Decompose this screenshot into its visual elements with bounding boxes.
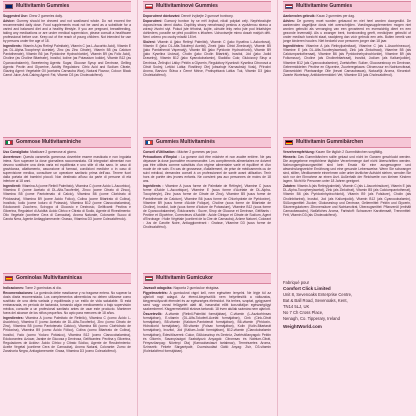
column-divider: [277, 0, 278, 416]
germany-flag-icon: [285, 140, 293, 145]
section-header: [3, 273, 131, 284]
section-header: [143, 137, 271, 148]
ingredients-text: Vitamin A (as Retinyl Palmitate), Vitamin C (as L-Ascorbic Acid), Vitamin E (as DL-Alpha-Tocopheryl Acetate), Zinc (as Zinc Citrate), Vitamin B5 (as Calcium Pantothenate), Vitamin B6 (as Pyridoxine Hydrochloride), Vitamin B9 (as Folic Acid), Choline (as Choline Bitartrate), Inositol, Iodine (as Potassium Iodide), Vitamin B12 (as Cyanocobalamin), Sweetening Agents: Sugar, Glucose Syrup and Dextrose, Gelling Agents: Pectin and Glycerine, Acidity Regulators: Citric Acid and Sodium Citrate, Glazing Agent: Vegetable Oil (contains Carnauba Wax), Natural Flavour, Colour: Black Carrot Juice, Anti-Caking Agent: Fat, Vitamin D3 (as Cholecalciferol).: [3, 44, 131, 77]
section-body: [143, 150, 271, 229]
section-body: [143, 286, 271, 353]
section-body: [3, 14, 131, 77]
section-spanish: [3, 272, 131, 416]
company-info: [283, 272, 411, 330]
company-name: Comfort Click Limited: [283, 286, 331, 291]
ingredients-text: Vitamina A (como Palmitato de Retinilo), Vitamina C (como Ácido L-Ascórbico), Vitamina E (como Acetato de DL-Alfa-Tocoferilo), Zinc (como Citrato de Zinc), Vitamina B5 (como Pantotenato Cálcico), Vitamina B6 (como Clorhidrato de Piridoxina), Vitamina B9 (como Ácido Fólico), Colina (como Bitartrato de Colina), Inositol, Yodo (como Yoduro Potásico), Vitamina B12 (como Cianocobalamina), Edulcorantes: Azúcar, Jarabe de Glucosa y Dextrosa, Gelificantes: Pectina y Glicerina, Reguladores de Acidez: Ácido Cítrico y Citrato Sódico, Agente de Recubrimiento: Aceite Vegetal (contiene Cera de Carnauba), Aroma Natural, Colorante: Zumo de Zanahoria Negra, Antiaglomerante: Grasa, Vitamina D3 (como Colecalciferol).: [3, 316, 131, 353]
advice-text: La gominola debe masticarse y no tragarse entera. No superar la dosis diaria recomendada. Los complementos alimenticios no deben utilizarse como sustituto de una dieta variada y equilibrada y un estilo de vida saludable. Si está embarazada, en período de lactancia, tomando algún medicamento o bajo supervisión médica, consulte a un profesional sanitario antes de usar este producto. Mantener fuera del alcance de los niños pequeños. No apto para menores de 18 años.: [3, 291, 131, 316]
advice-label: Advies:: [283, 19, 295, 24]
section-header: [3, 1, 131, 12]
section-body: [3, 286, 131, 353]
company-address-line: Bat & Ball Road, Sevenoaks, Kent,: [283, 298, 348, 303]
column-divider: [137, 0, 138, 416]
column-left: [0, 0, 134, 416]
advice-label: Avvertenze:: [3, 155, 22, 160]
column-middle: [140, 0, 274, 416]
company-website: WeightWorld.com: [283, 324, 322, 329]
advice-text: Gummy should be chewed and not swallowed whole. Do not exceed the recommended daily dose. Food supplements must not be used as a substitute for a varied and balanced diet and a healthy lifestyle. If you are pregnant, breastfeeding, taking any medications or are under medical supervision, please consult a healthcare professional before use. Keep out of the reach of young children. Not intended for use by persons under the age of 18.: [3, 19, 131, 44]
section-title: Multivitamine Gummies: [296, 3, 353, 9]
use-text: Mâcher 2 gommes par jour.: [177, 150, 218, 154]
use-text: Kauw 2 gummies per dag.: [316, 14, 355, 18]
section-title: Multivitamin Gumicukor: [156, 275, 213, 281]
advice-text: Gumový bonbon by se měl žvýkat, nikoli polykat celý. Nepřekračujte doporučenou denní dávku. Doplňky stravy nenahrazují pestrou a vyváženou stravu a zdravý životní styl. Pokud jste těhotná, kojíte, užíváte léky nebo jste pod lékařským dohledem, poraďte se před použitím s lékařem. Uchovávejte mimo dosah malých dětí. Není určeno pro osoby mladší 18 let.: [143, 19, 271, 40]
advice-text: La gomme doit être mâchée et non avalée entière. Ne pas dépasser la dose journalière recommandée. Les compléments alimentaires ne doivent pas être utilisés comme substituts d'un régime alimentaire varié et équilibré et d'un mode de vie sain. En cas de grossesse, d'allaitement, de prise de médicaments ou de suivi médical, demandez conseil à un professionnel de santé avant utilisation. Tenir hors de portée des jeunes enfants. Ne convient pas aux personnes de moins de 18 ans.: [143, 155, 271, 184]
use-label: Doporučené dávkování:: [143, 14, 181, 18]
italy-flag-icon: [5, 140, 13, 145]
advice-text: A gumicukrot rágni kell, nem egészben lenyelni. Ne lépje túl az ajánlott napi adagot. Az étrend-kiegészítők nem helyettesítik a változatos, kiegyensúlyozott étrendet és az egészséges életmódot. Ha terhes, szoptat, gyógyszert szed vagy orvosi felügyelet alatt áll, használat előtt konzultáljon egészségügyi szakemberrel. Kisgyermekektől elzárva tartandó. 18 éven aluliak számára nem ajánlott.: [143, 291, 271, 312]
section-body: [3, 150, 131, 221]
section-body: [143, 14, 271, 77]
use-label: Indicaciones:: [3, 286, 25, 290]
column-right: [280, 0, 414, 330]
section-german: [283, 136, 411, 272]
use-label: Verzehrempfehlung:: [283, 150, 315, 154]
section-czech: [143, 0, 271, 136]
section-body: [283, 14, 411, 77]
ingredients-text: A-vitamin (Retinil-Palmitát formájában), C-vitamin (L-Aszkorbinsav formájában), E-vitamin (DL-Alfa-Tokoferil-Acetát formájában), Cink (Cink-Citrát formájában), B5-vitamin (Kalcium-Pantotenát formájában), B6-vitamin (Piridoxin-Hidroklorid formájában), B9-vitamin (Folsav formájában), Kolin (Kolin-Bitartarát formájában), Inozitol, Jód (Kálium-Jodid formájában), B12-vitamin (Cianokobalamin formájában), Édesítőszerek: Cukor, Glükózszirup és Dextróz, Zselésítőanyagok: Pektin és Glicerin, Savanyúságot Szabályozó Anyagok: Citromsav és Nátrium-Citrát, Fényezőanyag: Növényi Olaj (Karnaubaviaszt tartalmaz), Természetes Aroma, Színezék: Fekete Sárgarépalé, Csomósodást Gátló Anyag: Zsír, D3-vitamin (Kolekalciferol formájában).: [143, 312, 271, 353]
use-text: Kauen Sie täglich 2 Gummibärchen sorgfältig.: [315, 150, 383, 154]
ingredients-text: Vitamine A (sous forme de Palmitate de Rétinyle), Vitamine C (sous forme d'Acide L-Ascorbique), Vitamine E (sous forme d'Acétate de DL-Alpha-Tocophéryle), Zinc (sous forme de Citrate de Zinc), Vitamine B5 (sous forme de Pantothénate de Calcium), Vitamine B6 (sous forme de Chlorhydrate de Pyridoxine), Vitamine B9 (sous forme d'Acide Folique), Choline (sous forme de Bitartrate de Choline), Inositol, Iode (sous forme d'Iodure de Potassium), Vitamine B12 (sous forme de Cyanocobalamine), Édulcorants : Sucre, Sirop de Glucose et Dextrose, Gélifiants : Pectine et Glycérine, Correcteurs d'Acidité : Acide Citrique et Citrate de Sodium, Agent d'Enrobage : Huile Végétale (contient de la Cire de Carnauba), Arôme Naturel, Colorant : Jus de Carotte Noire, Antiagglomérant : Graisse, Vitamine D3 (sous forme de Cholécalciférol).: [143, 184, 271, 229]
section-dutch: [283, 0, 411, 136]
advice-text: Das Gummibärchen sollte gekaut und nicht im Ganzen geschluckt werden. Die angegebene empfohlene tägliche Verzehrmenge darf nicht überschritten werden. Nahrungsergänzungsmittel sind kein Ersatz für eine ausgewogene und abwechslungsreiche Ernährung und eine gesunde Lebensweise. Wenn Sie schwanger sind, stillen, Medikamente einnehmen oder unter ärztlicher Aufsicht stehen, wenden Sie sich vor der Einnahme an einen Arzt. Außerhalb der Reichweite von kleinen Kindern lagern. Nicht für Personen unter 18 Jahren geeignet.: [283, 155, 411, 184]
use-label: Uso Consigliato:: [3, 150, 30, 154]
section-french: [143, 136, 271, 272]
use-text: Masticare 2 gommose al giorno.: [30, 150, 78, 154]
section-title: Gummies Multivitaminés: [156, 139, 215, 145]
ingredients-label: Ingredientes:: [3, 316, 24, 321]
netherlands-flag-icon: [285, 4, 293, 9]
advice-text: Questa caramella gommosa dovrebbe essere masticata e non ingoiata intera. Non superare la dose giornaliera raccomandata. Gli integratori alimentari non devono sostituire una dieta varia ed equilibrata e uno stile di vita sano. In caso di gravidanza, allattamento, assunzione di farmaci, condizioni mediche o in caso di supervisione medica, consultare un operatore sanitario prima dell'uso. Tenere fuori dalla portata dei bambini piccoli. Non destinato all'uso da parte di persone di età inferiore ai 18 anni.: [3, 155, 131, 184]
section-header: [143, 1, 271, 12]
ingredients-text: Vitamin A (jako Retinyl Palmitát), Vitamin C (jako Kyselina L-Askorbová), Vitamin E (jako DL-Alfa-Tokoferyl Acetát), Zinek (jako Citrát Zinečnatý), Vitamin B5 (jako Pantothenát Vápenatý), Vitamin B6 (jako Pyridoxin Hydrochlorid), Vitamin B9 (jako Kyselina Listová), Cholin (jako Cholin Bitartrát), Inositol, Jód (jako Jodid Draselný), Vitamin B12 (jako Kyanokobalamin), Sladidla: Cukr, Glukózový Sirup a Dextróza, Želírující Látky: Pektin a Glycerin, Regulátory Kyselosti: Kyselina Citronová a Citrát Sodný, Leštící Látka: Rostlinný Olej (obsahuje Karnaubský Vosk), Přírodní Aroma, Barvivo: Šťáva z Černé Mrkve, Protispékavá Látka: Tuk, Vitamin D3 (jako Cholekalciferol).: [143, 40, 271, 77]
ingredients-label: Összetevők:: [143, 312, 163, 317]
section-title: Gommose Multivitaminiche: [16, 139, 82, 145]
ingredients-label: Ingredienti:: [3, 184, 21, 189]
section-italian: [3, 136, 131, 272]
section-header: [143, 273, 271, 284]
ingredients-label: Zutaten:: [283, 184, 297, 189]
company-address-line: Unit 8, Sevenoaks Enterprise Centre,: [283, 292, 353, 297]
use-label: Conseil d'Utilisation :: [143, 150, 177, 154]
section-title: Multivitamin Gummies: [16, 3, 70, 9]
section-header: [283, 137, 411, 148]
use-text: Denně žvýkejte 2 gumové bonbony.: [181, 14, 234, 18]
czech-flag-icon: [145, 4, 153, 9]
advice-label: Recomendaciones:: [3, 291, 34, 296]
ingredients-label: Složení:: [143, 40, 156, 45]
ingredients-label: Ingrédients :: [143, 184, 164, 189]
company-address-line: TN14 5LJ, UK: [283, 304, 310, 309]
section-body: [283, 150, 411, 217]
company-address-line: No 7 Ch Cross Place,: [283, 310, 324, 315]
france-flag-icon: [145, 140, 153, 145]
advice-label: Figyelmeztetés:: [143, 291, 168, 296]
advice-text: De gummy moet worden gekauwd en niet heel worden doorgeslikt. De aanbevolen dagelijkse dosis niet overschrijden. Voedingssupplementen mogen niet worden gebruikt als vervanging van een gevarieerd en evenwichtig dieet en een gezonde levensstijl. Als u zwanger bent, borstvoeding geeft, medicijnen gebruikt of onder medisch toezicht staat, raadpleeg dan vóór gebruik een arts. Buiten bereik van jonge kinderen houden. Niet bedoeld voor personen jonger dan 18 jaar.: [283, 19, 411, 44]
section-title: Gominolas Multivitamínicas: [16, 275, 83, 281]
ingredients-label: Ingredients:: [3, 44, 22, 49]
advice-label: Advice:: [3, 19, 15, 24]
advice-label: Hinweis:: [283, 155, 297, 160]
section-title: Multivitamin Gummibärchen: [296, 139, 364, 145]
use-text: Tome 2 gominolas al día.: [24, 286, 62, 290]
made-for-label: Fabriqué pour: [283, 280, 310, 285]
uk-flag-icon: [5, 4, 13, 9]
ingredients-text: Vitamin A (als Retinylpalmitat), Vitamin C (als L-Ascorbinsäure), Vitamin E (als DL-Alpha-Tocopherylacetat), Zink (als Zinkcitrat), Vitamin B5 (als Calciumpantothenat), Vitamin B6 (als Pyridoxinhydrochlorid), Vitamin B9 (als Folsäure), Cholin (als Cholinbitartrat), Inositol, Jod (als Kaliumjodid), Vitamin B12 (als Cyanocobalamin), Süßungsmittel: Zucker, Glukosesirup und Dextrose, Geliermittel: Pektin und Glycerin, Säureregulatoren: Zitronensäure und Natriumcitrat, Überzugsmittel: Pflanzenöl (enthält Carnaubawachs), Natürliches Aroma, Farbstoff: Schwarzer Karottensaft, Trennmittel: Fett, Vitamin D3 (als Cholecalciferol).: [283, 184, 411, 217]
use-text: Chew 2 gummies daily.: [28, 14, 63, 18]
section-title: Multivitaminové Gummies: [156, 3, 218, 9]
section-polish: [283, 272, 411, 330]
spain-flag-icon: [5, 276, 13, 281]
advice-label: Doporučení:: [143, 19, 163, 24]
section-english: [3, 0, 131, 136]
use-label: Suggested Use:: [3, 14, 28, 18]
use-label: Aanbevolen gebruik:: [283, 14, 316, 18]
use-label: Javasolt adagolás:: [143, 286, 173, 290]
section-hungarian: [143, 272, 271, 416]
ingredients-text: Vitamine A (als Retinylpalmitaat), Vitamine C (als L-Ascorbinezuur), Vitamine E (als DL-Alfa-Tocoferylacetaat), Zink (als Zinkcitraat), Vitamine B5 (als Calciumpantothenaat), Vitamine B6 (als Pyridoxinehydrochloride), Vitamine B9 (als Foliumzuur), Choline (als Cholinebitartraat), Inositol, Jodium (als Kaliumjodide), Vitamine B12 (als Cyanocobalamine), Zoetstoffen: Suiker, Glucosestroop en Dextrose, Geleermiddelen: Pectine en Glycerine, Zuurteregelaars: Citroenzuur en Natriumcitraat, Glansmiddel: Plantaardige Olie (bevat Carnaubawas), Natuurlijk Aroma, Kleurstof: Zwarte Wortelsap, Antiklontermiddel: Vet, Vitamine D3 (als Cholecalciferol).: [283, 44, 411, 77]
hungary-flag-icon: [145, 276, 153, 281]
advice-label: Précautions d'Emploi :: [143, 155, 180, 160]
ingredients-text: Vitamina A (come Retinil Palmitato), Vitamina C (come Acido L-Ascorbico), Vitamina E (come Acetato di DL-Alfa-Tocoferile), Zinco (come Citrato di Zinco), Vitamina B5 (come Pantotenato di Calcio), Vitamina B6 (come Cloridrato di Piridossina), Vitamina B9 (come Acido Folico), Colina (come Bitartrato di Colina), Inositolo, Iodio (come Ioduro di Potassio), Vitamina B12 (come Cianocobalamina), Edulcoranti: Zucchero, Sciroppo di Glucosio e Destrosio, Gelificanti: Pectina e Glicerina, Regolatori di Acidità: Acido Citrico e Citrato di Sodio, Agente di Rivestimento: Olio Vegetale (contiene Cera di Carnauba), Aroma Naturale, Colorante: Succo di Carota Nera, Agente Antiagglomerante: Grasso, Vitamina D3 (come Colecalciferolo).: [3, 184, 131, 221]
section-header: [283, 1, 411, 12]
section-header: [3, 137, 131, 148]
use-text: Naponta 2 gumicukor elrágása.: [173, 286, 220, 290]
company-address-line: Nenagh, Co. Tipperary, Ireland: [283, 316, 340, 321]
ingredients-label: Ingrediënten:: [283, 44, 304, 49]
